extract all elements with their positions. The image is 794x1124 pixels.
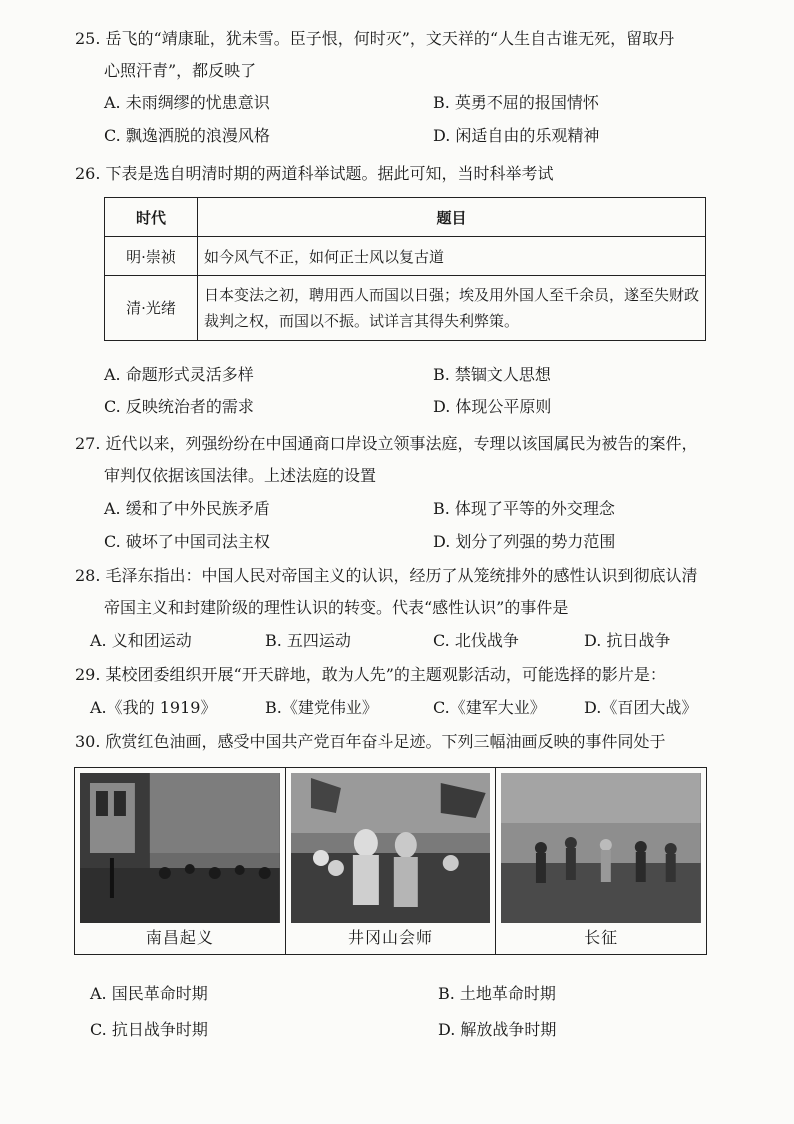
- q29-option-c[interactable]: C.《建军大业》: [433, 698, 546, 717]
- q30-number: 30.: [75, 732, 101, 751]
- q26-number: 26.: [75, 164, 101, 183]
- q27-number: 27.: [75, 434, 101, 453]
- q27-stem-text1: 近代以来，列强纷纷在中国通商口岸设立领事法庭，专理以该国属民为被告的案件，: [105, 434, 698, 453]
- q30-option-b[interactable]: B. 土地革命时期: [438, 984, 556, 1003]
- row1-era: 明·崇祯: [105, 237, 198, 276]
- q29-stem-text: 某校团委组织开展“开天辟地，敢为人先”的主题观影活动，可能选择的影片是：: [105, 665, 666, 684]
- painting-caption: 长征: [584, 928, 619, 947]
- header-era: 时代: [105, 198, 198, 237]
- row2-topic: 日本变法之初，聘用西人而国以日强；埃及用外国人至千余员，遂至失财政裁判之权，而国以不振。试详言其得失利弊策。: [198, 276, 706, 341]
- q27-option-a[interactable]: A. 缓和了中外民族矛盾: [104, 499, 270, 518]
- q27-stem-line1: [75, 433, 698, 455]
- q25-option-c[interactable]: C. 飘逸洒脱的浪漫风格: [104, 126, 270, 145]
- row1-topic: 如今风气不正，如何正士风以复古道: [198, 237, 706, 276]
- q29-option-b[interactable]: B.《建党伟业》: [265, 698, 378, 717]
- q29-option-a[interactable]: A.《我的 1919》: [90, 698, 217, 717]
- q27-option-c[interactable]: C. 破坏了中国司法主权: [104, 532, 270, 551]
- q26-stem-text: 下表是选自明清时期的两道科举试题。据此可知，当时科举考试: [105, 164, 554, 183]
- painting-image: [501, 773, 701, 923]
- painting-long-march: [496, 768, 706, 954]
- q25-stem-line2: 心照汗青”，都反映了: [104, 61, 257, 80]
- q28-stem-line1: [75, 565, 698, 587]
- q26-option-b[interactable]: B. 禁锢文人思想: [433, 365, 551, 384]
- header-topic: 题目: [198, 198, 706, 237]
- painting-image: [80, 773, 280, 923]
- q26-option-d[interactable]: D. 体现公平原则: [433, 397, 552, 416]
- q28-stem-line2: 帝国主义和封建阶级的理性认识的转变。代表“感性认识”的事件是: [104, 598, 569, 617]
- q26-stem-line: [75, 163, 554, 185]
- q30-option-a[interactable]: A. 国民革命时期: [90, 984, 208, 1003]
- table-row: [105, 276, 706, 341]
- q30-stem-text: 欣赏红色油画，感受中国共产党百年奋斗足迹。下列三幅油画反映的事件同处于: [105, 732, 666, 751]
- q25-option-a[interactable]: A. 未雨绸缪的忧患意识: [104, 93, 270, 112]
- q25-number: 25.: [75, 29, 101, 48]
- q29-stem-line: [75, 664, 666, 686]
- q28-stem-text1: 毛泽东指出：中国人民对帝国主义的认识，经历了从笼统排外的感性认识到彻底认清: [105, 566, 698, 585]
- row2-era: 清·光绪: [105, 276, 198, 341]
- q30-paintings-panel: [74, 767, 707, 955]
- painting-image: [291, 773, 491, 923]
- table-header-row: [105, 198, 706, 237]
- q25-option-d[interactable]: D. 闲适自由的乐观精神: [433, 126, 600, 145]
- painting-nanchang-uprising: [75, 768, 286, 954]
- table-row: [105, 237, 706, 276]
- painting-caption: 南昌起义: [145, 928, 214, 947]
- q28-option-c[interactable]: C. 北伐战争: [433, 631, 519, 650]
- q25-stem-line1: [75, 28, 674, 50]
- painting-jinggangshan-meeting: [286, 768, 497, 954]
- q25-option-b[interactable]: B. 英勇不屈的报国情怀: [433, 93, 599, 112]
- q28-option-d[interactable]: D. 抗日战争: [584, 631, 671, 650]
- q29-number: 29.: [75, 665, 101, 684]
- q30-option-c[interactable]: C. 抗日战争时期: [90, 1020, 208, 1039]
- q26-option-c[interactable]: C. 反映统治者的需求: [104, 397, 254, 416]
- q28-option-b[interactable]: B. 五四运动: [265, 631, 351, 650]
- q28-option-a[interactable]: A. 义和团运动: [90, 631, 192, 650]
- q25-stem-text1: 岳飞的“靖康耻，犹未雪。臣子恨，何时灭”，文天祥的“人生自古谁无死，留取丹: [105, 29, 675, 48]
- painting-caption: 井冈山会师: [348, 928, 434, 947]
- q26-option-a[interactable]: A. 命题形式灵活多样: [104, 365, 254, 384]
- q28-number: 28.: [75, 566, 101, 585]
- q27-option-d[interactable]: D. 划分了列强的势力范围: [433, 532, 616, 551]
- q30-stem-line: [75, 731, 666, 753]
- q30-option-d[interactable]: D. 解放战争时期: [438, 1020, 557, 1039]
- q27-option-b[interactable]: B. 体现了平等的外交理念: [433, 499, 615, 518]
- q29-option-d[interactable]: D.《百团大战》: [584, 698, 698, 717]
- q27-stem-line2: 审判仅依据该国法律。上述法庭的设置: [104, 466, 377, 485]
- q26-exam-table: [104, 197, 706, 341]
